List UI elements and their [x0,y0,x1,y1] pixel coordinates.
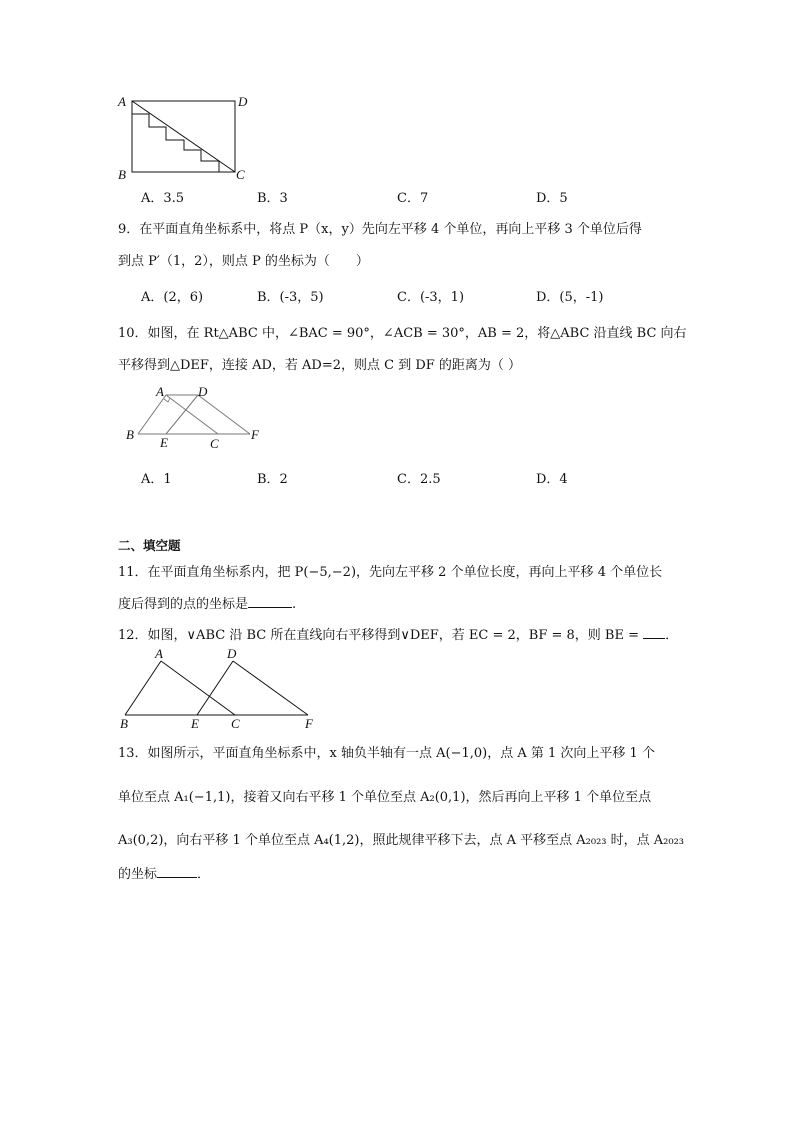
label-b: B [118,167,126,182]
label-f: F [251,427,259,442]
q12-figure [115,644,325,730]
q8-option-c[interactable]: C．7 [397,191,429,206]
label-a: A [156,384,164,399]
q12-line-1-text: 12．如图，∨ABC 沿 BC 所在直线向右平移得到∨DEF，若 EC = 2，BF = 8，则 BE = [118,628,639,643]
q9-option-a[interactable]: A．(2，6) [141,290,204,305]
q13-period: ． [197,867,211,882]
segment-ab [138,395,166,434]
q11-line-2-text: 度后得到的点的坐标是 [118,597,249,612]
q9-options [141,286,701,304]
q11-answer-blank[interactable] [248,595,292,608]
q8-options [141,187,701,205]
segment-ab [125,661,161,715]
q8-option-d[interactable]: D．5 [536,191,568,206]
label-b: B [126,427,134,442]
q13-line-3: A₃(0,2)，向右平移 1 个单位至点 A₄(1,2)，照此规律平移下去，点 A 平移至点 A₂₀₂₃ 时，点 A₂₀₂₃ [118,833,685,848]
q13-line-4-text: 的坐标 [118,867,158,882]
label-d: D [238,94,248,109]
q13-answer-blank[interactable] [157,865,197,878]
q10-option-d[interactable]: D．4 [536,472,568,487]
staircase [132,114,219,172]
q13-line-4 [118,863,210,882]
segment-df [198,395,250,434]
q10-option-a[interactable]: A．1 [141,472,172,487]
q12-period: ． [665,628,679,643]
label-c: C [231,716,240,731]
label-a: A [155,646,163,661]
q8-option-b[interactable]: B．3 [257,191,288,206]
segment-de [197,661,233,715]
q10-option-c[interactable]: C．2.5 [397,472,441,487]
segment-ac [161,661,235,715]
q10-options [141,468,701,486]
q8-option-a[interactable]: A．3.5 [141,191,185,206]
q12-line-1 [118,624,678,643]
label-e: E [160,435,168,450]
q9-line-2: 到点 P′（1，2），则点 P 的坐标为（ ） [118,254,369,269]
q11-line-2 [118,593,296,612]
label-d: D [198,384,208,399]
label-c: C [236,167,245,182]
q11-line-1: 11．在平面直角坐标系内，把 P(−5,−2)，先向左平移 2 个单位长度，再向上平移 4 个单位长 [118,565,663,580]
label-d: D [227,646,237,661]
label-b: B [120,716,128,731]
q9-option-b[interactable]: B．(-3，5) [257,290,324,305]
q10-line-2: 平移得到△DEF，连接 AD，若 AD=2，则点 C 到 DF 的距离为（ ） [118,358,522,373]
q12-answer-blank[interactable] [643,626,665,639]
segment-de [166,395,198,434]
q9-option-c[interactable]: C．(-3，1) [397,290,465,305]
q10-option-b[interactable]: B．2 [257,472,288,487]
q13-line-2: 单位至点 A₁(−1,1)，接着又向右平移 1 个单位至点 A₂(0,1)，然后再向上平移 1 个单位至点 [118,790,652,805]
segment-df [233,661,308,715]
q11-period: . [292,597,297,612]
q9-line-1: 9．在平面直角坐标系中，将点 P（x，y）先向左平移 4 个单位，再向上平移 3 个单位后得 [118,222,642,237]
diagonal-ac [132,101,235,172]
segment-ac [166,395,218,434]
q10-line-1: 10．如图，在 Rt△ABC 中，∠BAC = 90°，∠ACB = 30°，AB = 2，将△ABC 沿直线 BC 向右 [118,326,687,341]
label-a: A [118,94,126,109]
label-c: C [210,436,219,451]
label-e: E [191,716,199,731]
section-title: 二、填空题 [118,538,181,553]
label-f: F [305,716,313,731]
q13-line-1: 13．如图所示，平面直角坐标系中，x 轴负半轴有一点 A(−1,0)，点 A 第 1 次向上平移 1 个 [118,746,655,761]
right-angle-mark [164,398,170,402]
q9-option-d[interactable]: D．(5，-1) [536,290,604,305]
q8-figure [110,92,270,184]
q10-figure [120,386,270,452]
